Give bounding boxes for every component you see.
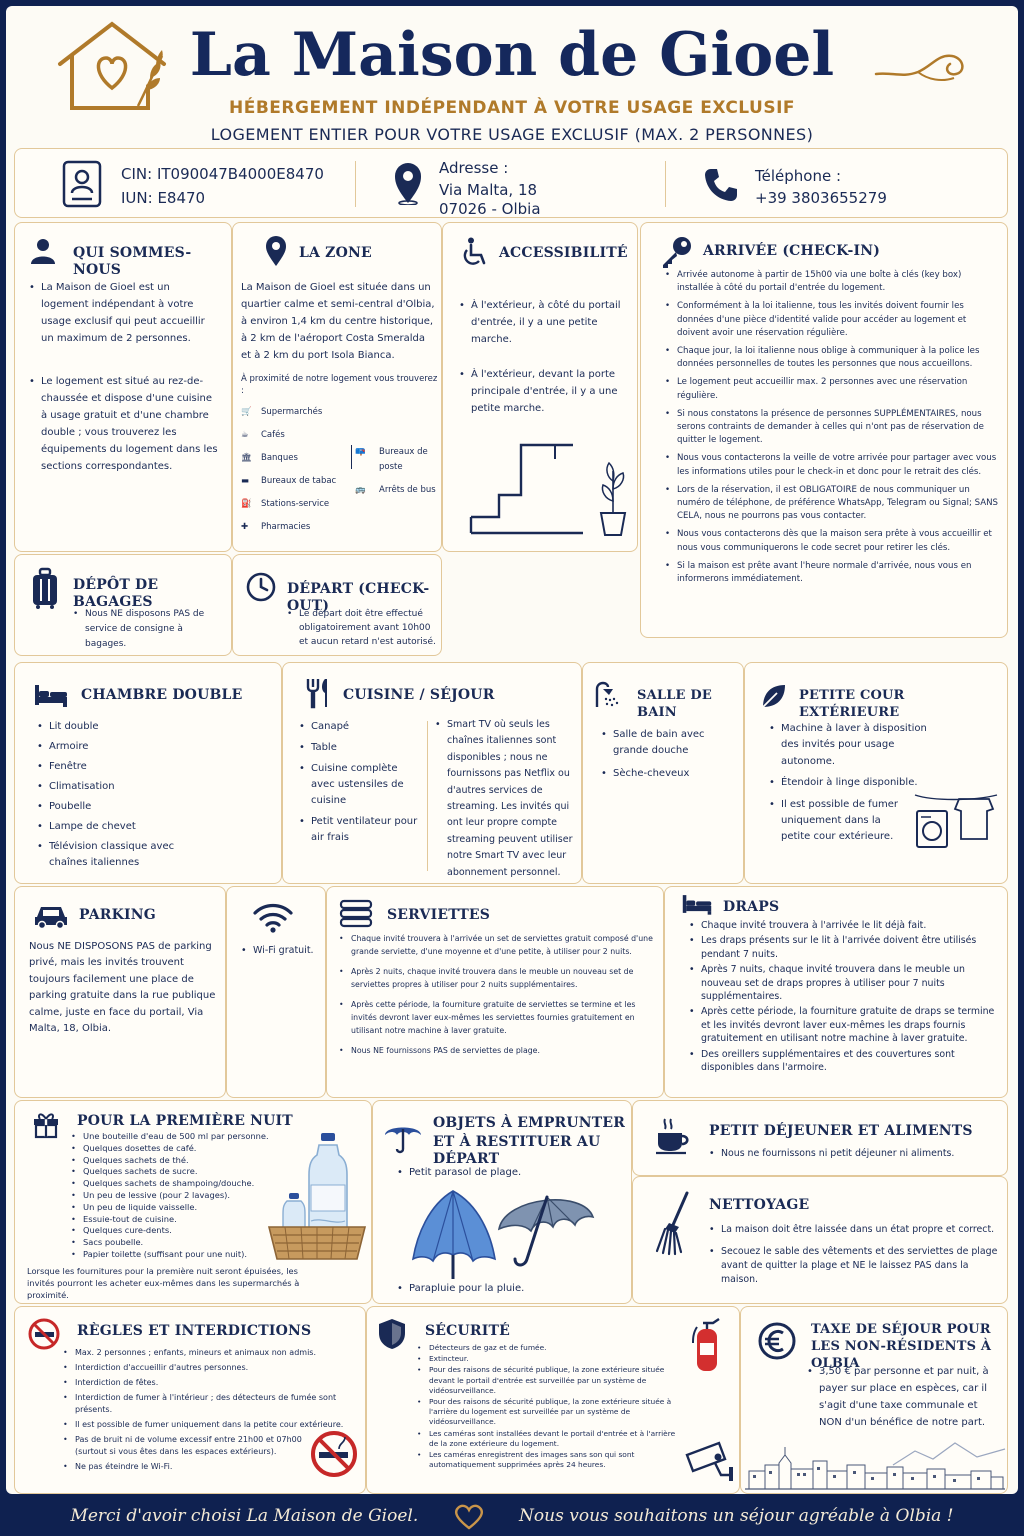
section-cuisine-sejour bbox=[282, 662, 582, 884]
list-item: • Détecteurs de gaz et de fumée. bbox=[417, 1343, 677, 1353]
list-item: • Wi-Fi gratuit. bbox=[241, 943, 325, 958]
header bbox=[6, 6, 1018, 148]
check-out-list bbox=[287, 607, 437, 649]
bagages-list bbox=[73, 607, 223, 652]
section-title: RÈGLES ET INTERDICTIONS bbox=[77, 1323, 312, 1339]
fire-extinguisher-icon bbox=[689, 1317, 723, 1373]
list-item: • Chaque invité trouvera à l'arrivée le lit déjà fait. bbox=[689, 919, 1001, 932]
info-bar bbox=[14, 148, 1008, 218]
section-title: ET À RESTITUER AU DÉPART bbox=[433, 1134, 601, 1167]
list-item: • Ne pas éteindre le Wi-Fi. bbox=[63, 1461, 363, 1473]
parking-text: Nous NE DISPOSONS PAS de parking privé, mais les invités trouvent toujours facilement une place de parking gratuite dans la rue publique calme, juste en face du portail, Via Malta, 18, Olbia. bbox=[29, 941, 216, 1035]
phone-label: Téléphone : bbox=[755, 167, 842, 185]
section-title: DÉPÔT DE BAGAGES bbox=[73, 577, 159, 610]
towels-icon bbox=[339, 899, 373, 929]
list-item: 📪 Bureaux de poste bbox=[355, 445, 439, 475]
list-item: • Pour des raisons de sécurité publique, la zone extérieure située à l'arrière du logement est surveillée par un système de vidéosurveillance. bbox=[417, 1397, 677, 1428]
list-item: • À l'extérieur, devant la porte principale d'entrée, il y a une petite marche. bbox=[459, 366, 631, 417]
places-list-2 bbox=[355, 445, 439, 498]
section-title: PARKING bbox=[79, 907, 156, 923]
section-draps bbox=[664, 886, 1008, 1098]
heart-icon bbox=[452, 1504, 486, 1530]
section-title: LES NON-RÉSIDENTS À OLBIA bbox=[811, 1339, 992, 1371]
list-item: • Un peu de liquide vaisselle. bbox=[71, 1202, 293, 1214]
list-item: • Interdiction de fumer à l'intérieur ; des détecteurs de fumée sont présents. bbox=[63, 1392, 363, 1416]
list-item: • Max. 2 personnes ; enfants, mineurs et animaux non admis. bbox=[63, 1347, 363, 1359]
section-title: SERVIETTES bbox=[387, 907, 491, 923]
premiere-nuit-list bbox=[71, 1131, 293, 1261]
user-icon bbox=[29, 237, 57, 265]
section-objets-emprunter bbox=[372, 1100, 632, 1304]
list-item: ☕ Cafés bbox=[241, 430, 285, 440]
cuisine-list bbox=[299, 719, 421, 846]
qui-list bbox=[29, 279, 219, 475]
section-chambre-double bbox=[14, 662, 282, 884]
list-item: • Il est possible de fumer uniquement dans la petite cour extérieure. bbox=[769, 797, 901, 846]
page bbox=[6, 6, 1018, 1494]
section-title: ACCESSIBILITÉ bbox=[499, 245, 628, 261]
beach-parasol-illustration bbox=[409, 1185, 499, 1281]
wifi-list bbox=[241, 943, 325, 958]
bain-list bbox=[601, 727, 731, 782]
umbrella-illustration bbox=[493, 1185, 599, 1275]
list-item: • Interdiction d'accueillir d'autres personnes. bbox=[63, 1362, 363, 1374]
list-item: • Après cette période, la fourniture gratuite de draps se termine et les invités devront laver eux-mêmes les draps fournis gratuitement en utilisant notre machine à laver gratuite. bbox=[689, 1005, 1001, 1045]
list-item: • Il est possible de fumer uniquement dans la petite cour extérieure. bbox=[63, 1419, 363, 1431]
taxe-list bbox=[807, 1363, 1003, 1431]
list-item: • Table bbox=[299, 740, 421, 756]
list-item: • Un peu de lessive (pour 2 lavages). bbox=[71, 1190, 293, 1202]
list-item: • Nous NE disposons PAS de service de consigne à bagages. bbox=[73, 607, 223, 652]
list-item: • Les draps présents sur le lit à l'arrivée doivent être utilisés pendant 7 nuits. bbox=[689, 934, 1001, 961]
zone-near: À proximité de notre logement vous trouverez : bbox=[241, 374, 438, 396]
tobacco-icon: ▬ bbox=[241, 476, 250, 486]
access-list bbox=[459, 297, 631, 417]
list-item: • Pas de bruit ni de volume excessif entre 21h00 et 07h00 (surtout si vous êtes dans les espaces extérieurs). bbox=[63, 1434, 315, 1458]
section-qui-sommes-nous bbox=[14, 222, 232, 552]
securite-list bbox=[417, 1343, 677, 1470]
fork-knife-icon bbox=[305, 677, 331, 709]
section-title: PETITE COUR EXTÉRIEURE bbox=[799, 688, 905, 720]
list-item: ⛽ Stations-service bbox=[241, 499, 330, 509]
list-item: • Nous vous contacterons dès que la maison sera prête à vous accueillir et nous vous communiquerons le code secret pour retirer les clés. bbox=[665, 528, 999, 554]
section-wifi bbox=[226, 886, 326, 1098]
list-item: • Le départ doit être effectué obligatoirement avant 10h00 et aucun retard n'est autorisé. bbox=[287, 607, 437, 649]
list-item: • Fenêtre bbox=[37, 759, 187, 775]
list-item: • Pour des raisons de sécurité publique, la zone extérieure située devant le portail d'entrée est surveillée par un système de vidéosurveillance. bbox=[417, 1365, 677, 1396]
subtitle: HÉBERGEMENT INDÉPENDANT À VOTRE USAGE EXCLUSIF bbox=[228, 98, 796, 118]
list-item: • Quelques cure-dents. bbox=[71, 1225, 293, 1237]
footer-thanks: Merci d'avoir choisi La Maison de Gioel. bbox=[70, 1506, 419, 1526]
list-item: • Papier toilette (suffisant pour une nuit). bbox=[71, 1249, 293, 1261]
car-icon bbox=[33, 903, 69, 929]
list-item: 🏛 Banques bbox=[241, 453, 298, 463]
footer-wishes: Nous vous souhaitons un séjour agréable à Olbia ! bbox=[519, 1506, 954, 1526]
section-title: OBJETS À EMPRUNTER bbox=[433, 1115, 626, 1131]
no-smoking-icon bbox=[27, 1317, 61, 1351]
section-premiere-nuit bbox=[14, 1100, 372, 1304]
divider bbox=[427, 721, 428, 871]
address-line1: Via Malta, 18 bbox=[439, 181, 538, 199]
list-item: • Après 7 nuits, chaque invité trouvera dans le meuble un nouveau set de draps propres à utiliser pour 7 nuits supplémentaires. bbox=[689, 963, 1001, 1003]
list-item: • Smart TV où seuls les chaînes italiennes sont disponibles ; nous ne fournissons pas Netflix ou d'autres services de streaming. Les invités qui ont leur propre compte streaming peuvent utiliser notre Smart TV avec leur abonnement personnel. bbox=[435, 717, 575, 881]
list-item: 🛒 Supermarchés bbox=[241, 407, 323, 417]
divider bbox=[355, 161, 356, 207]
list-item: • Interdiction de fêtes. bbox=[63, 1377, 363, 1389]
section-nettoyage bbox=[632, 1176, 1008, 1304]
section-title: PETIT DÉJEUNER ET ALIMENTS bbox=[709, 1123, 973, 1139]
petit-dejeuner-list bbox=[709, 1147, 999, 1161]
list-item: • Sèche-cheveux bbox=[601, 766, 731, 782]
list-item: • Armoire bbox=[37, 739, 187, 755]
section-salle-de-bain bbox=[582, 662, 744, 884]
bed-icon bbox=[33, 683, 69, 707]
list-item: • Si nous constatons la présence de personnes SUPPLÉMENTAIRES, nous serons contraints de demander à celles qui n'ont pas de réservation de quitter le logement. bbox=[665, 408, 999, 448]
list-item: • Parapluie pour la pluie. bbox=[397, 1281, 617, 1296]
gift-icon bbox=[31, 1109, 61, 1139]
list-item: • Arrivée autonome à partir de 15h00 via une boîte à clés (key box) installée à côté du portail d'entrée du logement. bbox=[665, 269, 999, 295]
section-title: DRAPS bbox=[723, 899, 780, 915]
list-item: • Des oreillers supplémentaires et des couvertures sont disponibles dans l'armoire. bbox=[689, 1048, 1001, 1075]
cuisine-list-2 bbox=[435, 717, 575, 881]
broom-icon bbox=[655, 1191, 691, 1257]
section-title: POUR LA PREMIÈRE NUIT bbox=[77, 1113, 293, 1129]
section-regles bbox=[14, 1306, 366, 1494]
list-item: • Chaque jour, la loi italienne nous oblige à communiquer à la police les données personnelles de toutes les personnes que nous accueillons. bbox=[665, 345, 999, 371]
section-title: QUI SOMMES-NOUS bbox=[73, 245, 192, 278]
list-item: • Poubelle bbox=[37, 799, 187, 815]
list-item: • Après cette période, la fourniture gratuite de serviettes se termine et les invités devront laver eux-mêmes les serviettes fournies gratuitement en utilisant notre machine à laver gratuite. bbox=[339, 999, 657, 1037]
page-title: La Maison de Gioel bbox=[189, 20, 835, 90]
list-item: 🚌 Arrêts de bus bbox=[355, 483, 439, 498]
list-item: • Télévision classique avec chaînes italiennes bbox=[37, 839, 187, 871]
list-item: • Lampe de chevet bbox=[37, 819, 187, 835]
section-title: DÉPART (CHECK-OUT) bbox=[287, 581, 430, 614]
list-item: • Essuie-tout de cuisine. bbox=[71, 1214, 293, 1226]
shield-icon bbox=[377, 1317, 407, 1351]
section-depot-bagages bbox=[14, 554, 232, 656]
section-serviettes bbox=[326, 886, 664, 1098]
list-item: • Quelques dosettes de café. bbox=[71, 1143, 293, 1155]
list-item: • Quelques sachets de sucre. bbox=[71, 1166, 293, 1178]
list-item: • Sacs poubelle. bbox=[71, 1237, 293, 1249]
list-item: • Salle de bain avec grande douche bbox=[601, 727, 731, 759]
list-item: • Si la maison est prête avant l'heure normale d'arrivée, nous vous en informerons immédiatement. bbox=[665, 560, 999, 586]
water-bottle-basket-illustration bbox=[265, 1131, 369, 1261]
section-title: ARRIVÉE (CHECK-IN) bbox=[703, 243, 881, 259]
mailbox-icon: 📪 bbox=[355, 447, 366, 457]
security-camera-icon bbox=[685, 1439, 735, 1483]
tagline: LOGEMENT ENTIER POUR VOTRE USAGE EXCLUSIF (MAX. 2 PERSONNES) bbox=[210, 125, 814, 144]
list-item: • Petit parasol de plage. bbox=[397, 1165, 617, 1180]
list-item: • La maison doit être laissée dans un état propre et correct. bbox=[709, 1223, 1005, 1237]
coffee-cup-icon bbox=[655, 1117, 691, 1155]
footer bbox=[0, 1496, 1024, 1536]
cart-icon: 🛒 bbox=[241, 407, 252, 417]
cin: CIN: IT090047B4000E8470 bbox=[121, 165, 324, 183]
flourish-icon bbox=[872, 48, 972, 88]
section-petit-dejeuner bbox=[632, 1100, 1008, 1176]
list-item: • Nous ne fournissons ni petit déjeuner ni aliments. bbox=[709, 1147, 999, 1161]
section-title: TAXE DE SÉJOUR POUR bbox=[811, 1322, 991, 1337]
pharmacy-icon: ✚ bbox=[241, 522, 249, 532]
washing-machine-icon bbox=[913, 791, 999, 849]
list-item: • La Maison de Gioel est un logement indépendant à votre usage exclusif qui peut accueillir un maximum de 2 personnes. bbox=[29, 279, 219, 347]
divider bbox=[665, 161, 666, 207]
list-item: ✚ Pharmacies bbox=[241, 522, 311, 532]
list-item: • Chaque invité trouvera à l'arrivée un set de serviettes gratuit composé d'une grande serviette, d'une moyenne et d'une petite, à utiliser pour 2 nuits. bbox=[339, 933, 657, 958]
list-item: • Petit ventilateur pour air frais bbox=[299, 814, 421, 846]
list-item: • Canapé bbox=[299, 719, 421, 735]
list-item: • Les caméras enregistrent des images sans son qui sont automatiquement supprimées après 24 heures. bbox=[417, 1450, 669, 1470]
section-title: CUISINE / SÉJOUR bbox=[343, 687, 495, 703]
key-icon bbox=[659, 235, 693, 269]
list-item: • Extincteur. bbox=[417, 1354, 677, 1364]
zone-text: La Maison de Gioel est située dans un quartier calme et semi-central d'Olbia, à environ 1,4 km du centre historique, à 2 km de l'aéroport Costa Smeralda et à 2 km du port Isola Bianca. bbox=[241, 282, 435, 361]
steps-illustration bbox=[463, 439, 633, 539]
location-pin-icon bbox=[265, 235, 287, 267]
leaf-icon bbox=[759, 681, 789, 711]
section-petite-cour bbox=[744, 662, 1008, 884]
section-accessibilite bbox=[442, 222, 638, 552]
draps-list bbox=[689, 919, 1001, 1074]
no-smoking-sign-icon bbox=[309, 1429, 359, 1479]
divider bbox=[351, 445, 352, 469]
phone-icon bbox=[703, 167, 739, 203]
shower-icon bbox=[593, 679, 625, 711]
list-item: • À l'extérieur, à côté du portail d'entrée, il y a une petite marche. bbox=[459, 297, 631, 348]
list-item: • Les caméras sont installées devant le portail d'entrée et à l'arrière de la zone extérieure du logement. bbox=[417, 1429, 677, 1449]
section-check-out bbox=[232, 554, 442, 656]
list-item: • Nous NE fournissons PAS de serviettes de plage. bbox=[339, 1045, 657, 1058]
list-item: • Étendoir à linge disponible. bbox=[769, 775, 947, 791]
list-item: • Conformément à la loi italienne, tous les invités doivent fournir les données d'une pièce d'identité valide pour accéder au logement et doivent avoir une réservation régulière. bbox=[665, 300, 999, 340]
list-item: • Lit double bbox=[37, 719, 187, 735]
list-item: • Secouez le sable des vêtements et des serviettes de plage avant de quitter la plage et NE le laissez PAS dans la maison. bbox=[709, 1245, 1005, 1287]
section-title: CHAMBRE DOUBLE bbox=[81, 687, 243, 703]
section-parking bbox=[14, 886, 226, 1098]
places-list bbox=[241, 407, 351, 545]
umbrella-icon bbox=[383, 1119, 423, 1155]
fuel-icon: ⛽ bbox=[241, 499, 252, 509]
section-la-zone bbox=[232, 222, 442, 552]
bus-icon: 🚌 bbox=[355, 485, 366, 495]
list-item: • Machine à laver à disposition des invités pour usage autonome. bbox=[769, 721, 947, 770]
location-pin-icon bbox=[393, 161, 423, 205]
coffee-icon: ☕ bbox=[241, 430, 249, 440]
section-title: LA ZONE bbox=[299, 245, 372, 261]
bed-icon bbox=[681, 893, 713, 915]
list-item: • Quelques sachets de thé. bbox=[71, 1155, 293, 1167]
address-label: Adresse : bbox=[439, 159, 509, 177]
list-item: • Une bouteille d'eau de 500 ml par personne. bbox=[71, 1131, 293, 1143]
list-item: • Nous vous contacterons la veille de votre arrivée pour partager avec vous les informations utiles pour le check-in et donc pour le retrait des clés. bbox=[665, 452, 999, 478]
check-in-list bbox=[665, 269, 999, 586]
clock-icon bbox=[245, 571, 277, 603]
section-title: SALLE DE BAIN bbox=[637, 688, 712, 720]
id-card-icon bbox=[61, 159, 103, 209]
list-item: • Lors de la réservation, il est OBLIGATOIRE de nous communiquer un numéro de téléphone, de préférence WhatsApp, Telegram ou Signal; SANS CELA, nous ne pourrons pas vous contacter. bbox=[665, 484, 999, 524]
olbia-skyline-illustration bbox=[743, 1431, 1007, 1493]
list-item: • Climatisation bbox=[37, 779, 187, 795]
list-item: • Cuisine complète avec ustensiles de cuisine bbox=[299, 761, 421, 809]
address-line2: 07026 - Olbia bbox=[439, 200, 541, 218]
list-item: • Le logement est situé au rez-de-chaussée et dispose d'une cuisine à usage gratuit et d'une chambre double ; vous trouverez les équipements du logement dans les sections correspondantes. bbox=[29, 373, 219, 475]
section-securite bbox=[366, 1306, 740, 1494]
section-title: NETTOYAGE bbox=[709, 1197, 810, 1213]
chambre-list bbox=[37, 719, 187, 871]
iun: IUN: E8470 bbox=[121, 189, 206, 207]
objets-list-2 bbox=[397, 1281, 617, 1296]
section-title: SÉCURITÉ bbox=[425, 1323, 511, 1339]
nettoyage-list bbox=[709, 1223, 1005, 1287]
objets-list bbox=[397, 1165, 617, 1180]
section-check-in bbox=[640, 222, 1008, 638]
bank-icon: 🏛 bbox=[241, 453, 252, 463]
euro-icon bbox=[757, 1321, 797, 1361]
wheelchair-icon bbox=[459, 237, 487, 267]
list-item: • Quelques sachets de shampoing/douche. bbox=[71, 1178, 293, 1190]
phone-number[interactable]: +39 3803655279 bbox=[755, 189, 887, 207]
serviettes-list bbox=[339, 933, 657, 1058]
list-item: • 3,50 € par personne et par nuit, à payer sur place en espèces, car il s'agit d'une taxe communale et NON d'un bénéfice de notre part. bbox=[807, 1363, 1003, 1431]
premiere-nuit-note: Lorsque les fournitures pour la première nuit seront épuisées, les invités pourront les acheter eux-mêmes dans les supermarchés à proximité. bbox=[27, 1266, 300, 1300]
wifi-icon bbox=[251, 901, 295, 933]
section-taxe-sejour bbox=[740, 1306, 1008, 1494]
list-item: • Après 2 nuits, chaque invité trouvera dans le meuble un nouveau set de serviettes propres à utiliser pour 2 nuits supplémentaires. bbox=[339, 966, 657, 991]
list-item: • Le logement peut accueillir max. 2 personnes avec une réservation régulière. bbox=[665, 376, 999, 402]
list-item: ▬ Bureaux de tabac bbox=[241, 476, 337, 486]
luggage-icon bbox=[31, 567, 59, 609]
